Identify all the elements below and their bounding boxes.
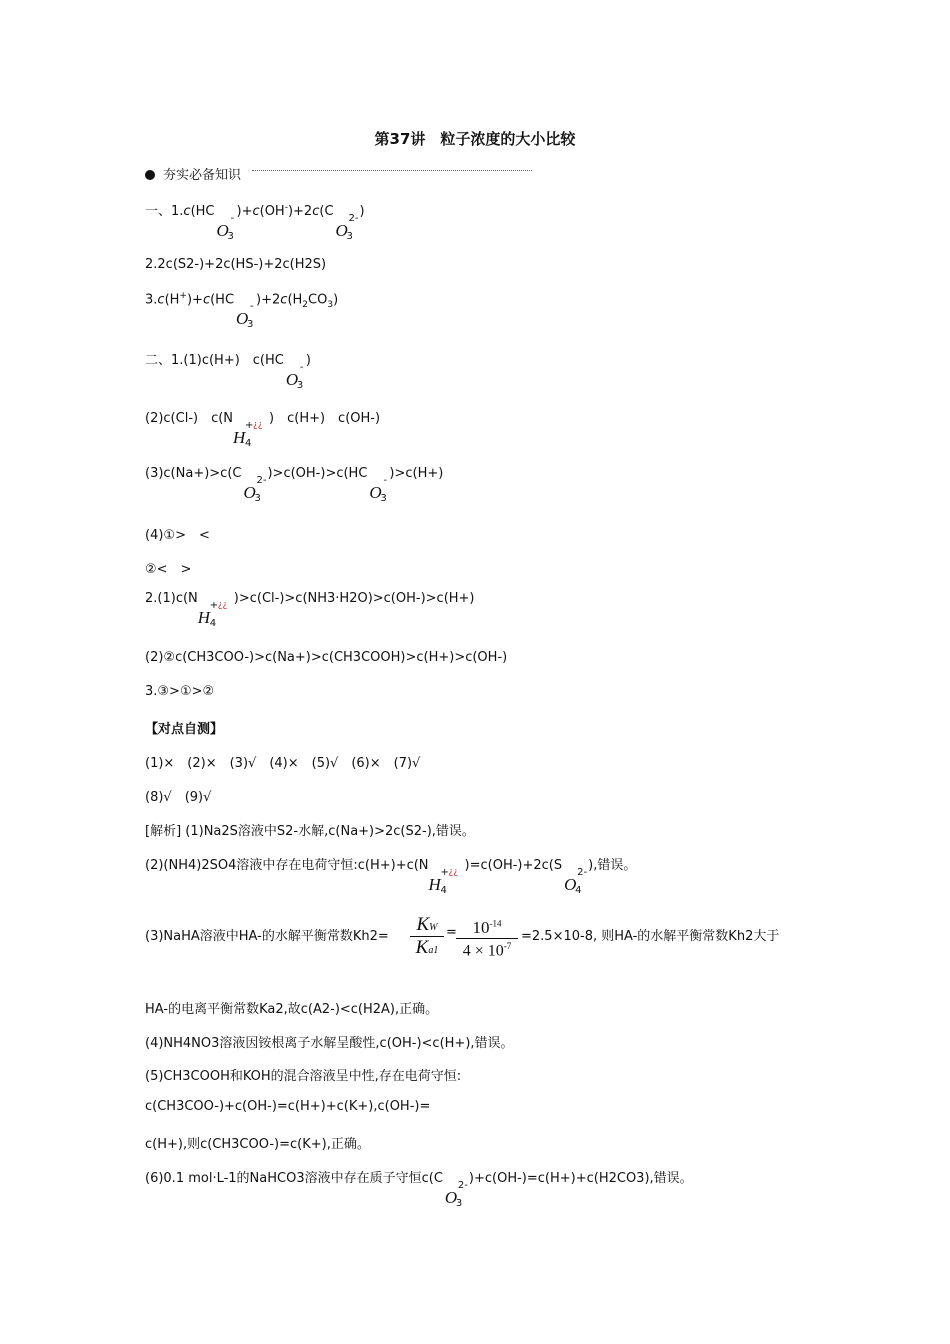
answer-2-1-4a: (4)①> <: [145, 528, 210, 543]
answer-1-3: 3.c(H+)+c(HC O 3 - )$+2c(H_2CO_3)$: [145, 291, 339, 331]
answer-2-1-2: (2)c(Cl-) c(N H 4 + ¿¿ ) c(H+) c(OH-): [145, 411, 381, 449]
formula-numeric: $\frac{10^{-14}}{4 \times 10^{-7}}$: [456, 918, 518, 960]
page-title: 第37讲 粒子浓度的大小比较: [374, 130, 576, 148]
section-title: 夯实必备知识: [163, 168, 242, 183]
formula-kw-over-ka1: $\frac{KW}{Ka1}$: [410, 914, 444, 959]
answer-2-1-1: 二、1.(1)c(H+) c(HC O 3 - ): [145, 353, 311, 391]
self-test-answers-2: (8)√ (9)√: [145, 790, 212, 805]
self-test-answers-1: (1)× (2)× (3)√ (4)× (5)√ (6)× (7)√: [145, 756, 421, 771]
analysis-5: (5)CH3COOH和KOH的混合溶液呈中性,存在电荷守恒:: [145, 1069, 462, 1084]
answer-1-1: 一、1.c(HC O 3 - )+c(OH-)+2c(C O 3 2- ): [145, 202, 365, 242]
analysis-3-tail: =2.5×10-8, 则HA-的水解平衡常数Kh2大于: [521, 929, 780, 944]
self-test-header: 【对点自测】: [145, 722, 224, 737]
bullet-icon: [145, 170, 155, 180]
answer-1-2: 2.2c(S2-)+2c(HS-)+2c(H2S): [145, 257, 327, 272]
analysis-3-cont: HA-的电离平衡常数Ka2,故c(A2-)<c(H2A),正确。: [145, 1002, 439, 1017]
analysis-3-lead: (3)NaHA溶液中HA-的水解平衡常数Kh2=: [145, 929, 389, 944]
answer-2-2-2: (2)②c(CH3COO-)>c(Na+)>c(CH3COOH)>c(H+)>c(OH-): [145, 650, 508, 665]
dotted-divider: [252, 170, 532, 171]
analysis-2: (2)(NH4)2SO4溶液中存在电荷守恒:c(H+)+c(N H 4 + ¿¿ )=c(OH-)+2c(S O 4 2- ),错误。: [145, 858, 637, 896]
analysis-5-eq2: c(H+),则c(CH3COO-)=c(K+),正确。: [145, 1137, 370, 1152]
answer-2-1-4b: ②< >: [145, 562, 192, 577]
analysis-4: (4)NH4NO3溶液因铵根离子水解呈酸性,c(OH-)<c(H+),错误。: [145, 1036, 514, 1051]
section-header: [145, 164, 241, 183]
analysis-5-eq1: c(CH3COO-)+c(OH-)=c(H+)+c(K+),c(OH-)=: [145, 1099, 431, 1114]
answer-2-3: 3.③>①>②: [145, 684, 215, 699]
analysis-6: (6)0.1 mol·L-1的NaHCO3溶液中存在质子守恒c(C O 3 2- )+c(OH-)=c(H+)+c(H2CO3),错误。: [145, 1171, 693, 1209]
analysis-1: [解析] (1)Na2S溶液中S2-水解,c(Na+)>2c(S2-),错误。: [145, 824, 475, 839]
answer-2-2-1: 2.(1)c(N H 4 + ¿¿ )>c(Cl-)>c(NH3·H2O)>c(OH-)>c(H+): [145, 591, 475, 629]
answer-2-1-3: (3)c(Na+)>c(C O 3 2- )>c(OH-)>c(HC O 3 - )>c(H+): [145, 466, 444, 504]
